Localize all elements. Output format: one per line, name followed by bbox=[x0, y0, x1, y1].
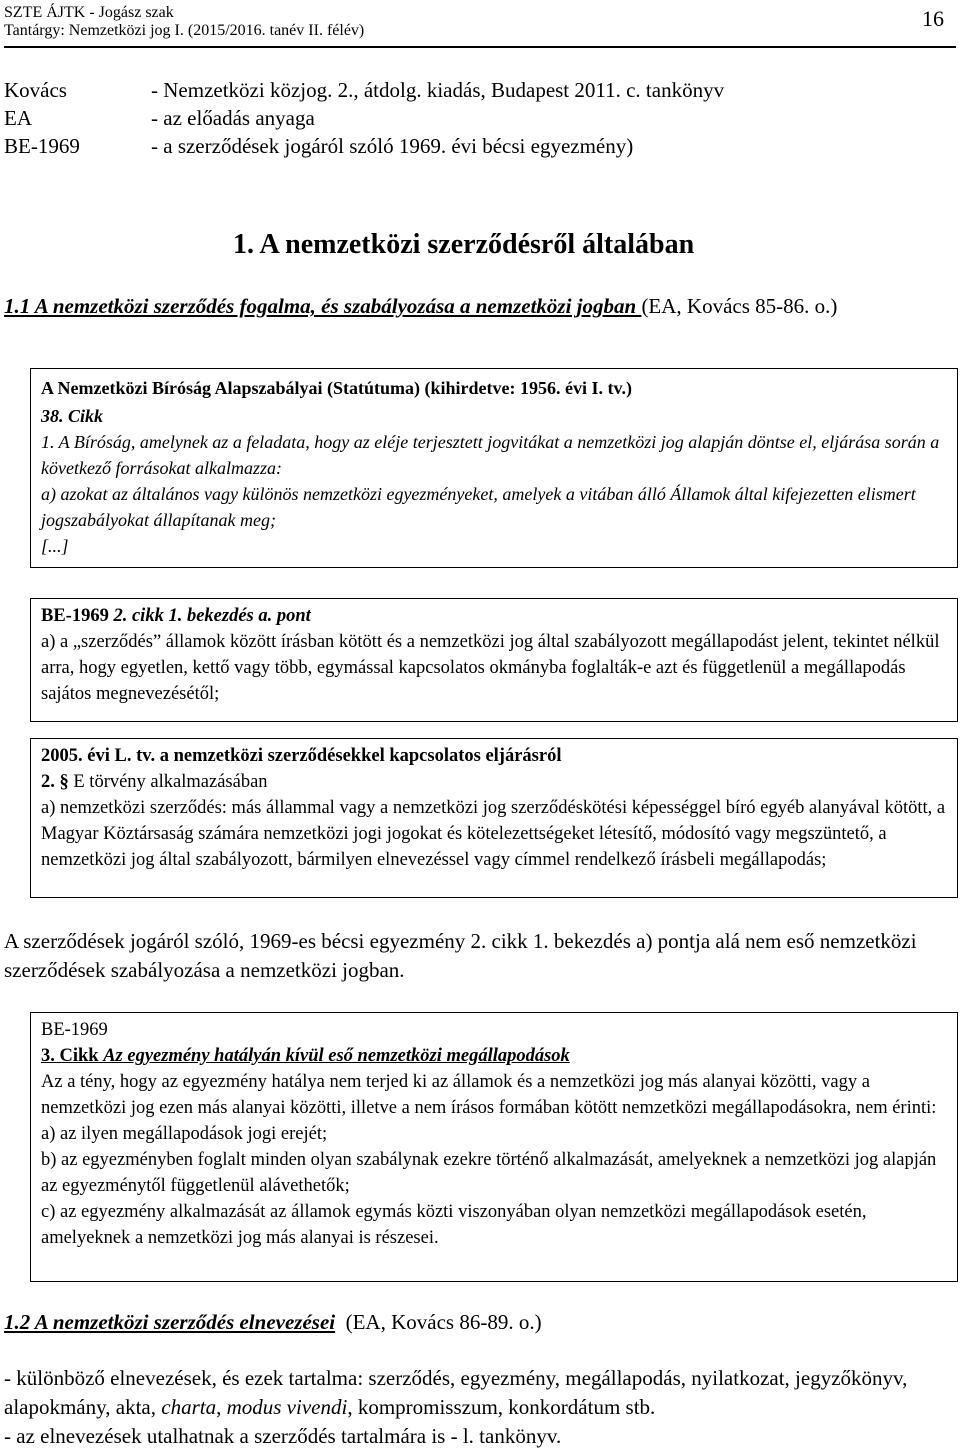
names-list bbox=[4, 1364, 954, 1451]
header-institution: SZTE ÁJTK - Jogász szak bbox=[4, 4, 174, 21]
page-header bbox=[4, 2, 956, 48]
list-item: - az elnevezések utalhatnak a szerződés tartalmára is - l. tankönyv. bbox=[4, 1424, 562, 1448]
article3-title: 3. Cikk Az egyezmény hatályán kívül eső nemzetközi megállapodások bbox=[41, 1046, 570, 1066]
law-2005-section: 2. § E törvény alkalmazásában bbox=[41, 772, 268, 792]
reference-abbr: BE-1969 bbox=[4, 134, 80, 158]
section-1-2-title: 1.2 A nemzetközi szerződés elnevezései bbox=[4, 1310, 336, 1334]
page-number: 16 bbox=[922, 6, 944, 31]
statute-title: A Nemzetközi Bíróság Alapszabályai (Statútuma) (kihirdetve: 1956. évi I. tv.) bbox=[41, 378, 632, 398]
reference-row bbox=[4, 104, 724, 132]
reference-abbr: EA bbox=[4, 106, 32, 130]
reference-text: - Nemzetközi közjog. 2., átdolg. kiadás, Budapest 2011. c. tankönyv bbox=[151, 78, 725, 102]
law-2005-title: 2005. évi L. tv. a nemzetközi szerződésekkel kapcsolatos eljárásról bbox=[41, 746, 562, 766]
be1969-definition-text: a) a „szerződés” államok között írásban kötött és a nemzetközi jog által szabályozott megállapodást jelent, tekintet nélkül arra, hogy egyetlen, kettő vagy több, egymással kapcsolatos okmányba foglalták-e azt és függetlenül a megállapodás sajátos megnevezésétől; bbox=[41, 632, 940, 704]
statute-line: [...] bbox=[41, 536, 69, 556]
be1969-definition-title: BE-1969 2. cikk 1. bekezdés a. pont bbox=[41, 606, 311, 626]
section-1-2-heading bbox=[4, 1308, 542, 1337]
section-1-1-heading bbox=[4, 292, 944, 321]
article3-point: c) az egyezmény alkalmazását az államok egymás közti viszonyában olyan nemzetközi megállapodások esetén, amelyeknek a nemzetközi jog más alanyai is részesei. bbox=[41, 1202, 867, 1248]
statute-line: a) azokat az általános vagy különös nemzetközi egyezményeket, amelyek a vitában álló Államok által kifejezetten elismert jogszabályokat állapítanak meg; bbox=[41, 484, 916, 530]
section-1-2-ref: (EA, Kovács 86-89. o.) bbox=[335, 1310, 542, 1334]
article3-point: b) az egyezményben foglalt minden olyan szabálynak ezekre történő alkalmazását, amelyeknek a nemzetközi jog alapján az egyezménytől függetlenül alávethetők; bbox=[41, 1150, 937, 1196]
reference-text: - az előadás anyaga bbox=[151, 106, 315, 130]
list-item: - különböző elnevezések, és ezek tartalma: szerződés, egyezmény, megállapodás, nyilatkozat, jegyzőkönyv, alapokmány, akta, charta, modus vivendi, kompromisszum, konkordátum stb. bbox=[4, 1366, 908, 1419]
reference-row bbox=[4, 76, 724, 104]
body-paragraph: A szerződések jogáról szóló, 1969-es bécsi egyezmény 2. cikk 1. bekezdés a) pontja alá nem eső nemzetközi szerződések szabályozása a nemzetközi jogban. bbox=[4, 929, 917, 982]
chapter-heading: 1. A nemzetközi szerződésről általában bbox=[233, 229, 695, 260]
statute-article: 38. Cikk bbox=[41, 406, 104, 426]
section-1-1-ref: (EA, Kovács 85-86. o.) bbox=[641, 294, 838, 318]
statute-box bbox=[30, 368, 958, 568]
be1969-article3-box bbox=[30, 1012, 958, 1282]
article3-point: a) az ilyen megállapodások jogi erejét; bbox=[41, 1124, 328, 1144]
be1969-definition-box bbox=[30, 598, 958, 722]
article3-label: BE-1969 bbox=[41, 1020, 108, 1040]
law-2005-text: a) nemzetközi szerződés: más állammal vagy a nemzetközi jog szerződéskötési képességgel bíró egyéb alanyával kötött, a Magyar Köztársaság számára nemzetközi jogi jogokat és kötelezettségeket létesítő, módosító vagy megszüntető, a nemzetközi jog által szabályozott, bármilyen elnevezéssel vagy címmel rendelkező írásbeli megállapodás; bbox=[41, 798, 946, 870]
header-course: Tantárgy: Nemzetközi jog I. (2015/2016. tanév II. félév) bbox=[4, 22, 365, 39]
section-1-1-title: 1.1 A nemzetközi szerződés fogalma, és szabályozása a nemzetközi jogban bbox=[4, 294, 642, 318]
reference-abbr: Kovács bbox=[4, 78, 67, 102]
article3-intro: Az a tény, hogy az egyezmény hatálya nem terjed ki az államok és a nemzetközi jog más alanyai közötti, vagy a nemzetközi jog ezen más alanyai közötti, illetve a nem írásos formában kötött nemzetközi megállapodásokra, nem érinti: bbox=[41, 1072, 937, 1118]
reference-text: - a szerződések jogáról szóló 1969. évi bécsi egyezmény) bbox=[151, 134, 634, 158]
statute-line: 1. A Bíróság, amelynek az a feladata, hogy az eléje terjesztett jogvitákat a nemzetközi jog alapján döntse el, eljárása során a következő forrásokat alkalmazza: bbox=[41, 432, 940, 478]
law-2005-box bbox=[30, 738, 958, 898]
reference-row bbox=[4, 132, 724, 160]
references-list bbox=[4, 76, 724, 160]
